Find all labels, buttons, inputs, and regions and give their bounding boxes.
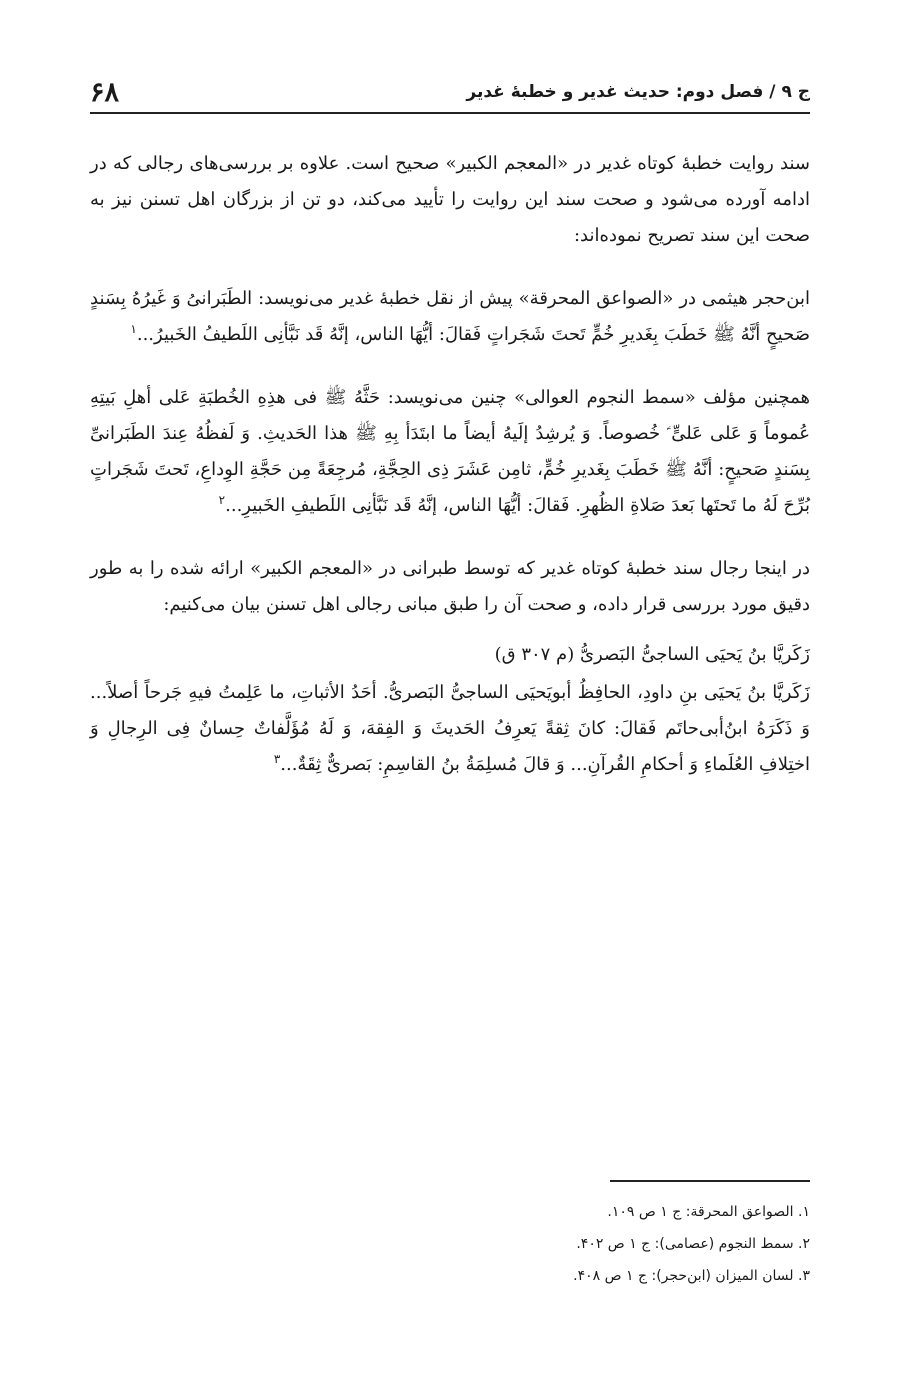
running-title: ج ۹ / فصل دوم: حدیث غدیر و خطبهٔ غدیر [466, 82, 810, 102]
paragraph-ibn-hajar-quote: ابن‌حجر هیثمی در «الصواعق المحرقة» پیش از نقل خطبهٔ غدیر می‌نویسد: الطَبَرانیُ وَ غَیرُهُ بِسَندٍ صَحیحٍ أنَّهُ ﷺ خَطَبَ بِغَدیرِ خُمٍّ تَحتَ شَجَراتٍ فَقالَ: أیُّهَا الناس، إنَّهُ قَد نَبَّأنِی اللَطیفُ الخَبیرُ...$^۱$ [90, 288, 810, 345]
narrator-heading: زَکَریَّا بنُ یَحیَی الساجیُّ البَصریُّ (م ۳۰۷ ق) [494, 644, 810, 665]
footnote-3: ۳. لسان المیزان (ابن‌حجر): ج ۱ ص ۴۰۸. [573, 1268, 810, 1284]
paragraph-narrator-biography: زَکَریَّا بنُ یَحیَی بنِ داودِ، الحافِظُ أبویَحیَی الساجیُّ البَصریُّ. أحَدُ الأثباتِ، ما عَلِمتُ فیهِ جَرحاً أصلاً... وَ ذَکَرَهُ ابنُ‌أبی‌حاتَم فَقالَ: کانَ ثِقةً یَعرِفُ الحَدیثَ وَ الفِقهَ، وَ لَهُ مُؤَلَّفاتٌ حِسانٌ فِی الرِجالِ وَ اختِلافِ العُلَماءِ وَ أحکامِ القُرآنِ... وَ قالَ مُسلِمَةُ بنُ القاسِمِ: بَصریٌّ ثِقَةٌ...$^۳$ [90, 682, 810, 775]
footnote-1: ۱. الصواعق المحرقة: ج ۱ ص ۱۰۹. [607, 1204, 810, 1220]
footnote-marker-3[interactable]: ۳ [273, 752, 281, 766]
book-page [90, 0, 810, 1390]
footnote-2: ۲. سمط النجوم (عصامی): ج ۱ ص ۴۰۲. [576, 1236, 810, 1252]
footnote-marker-2[interactable]: ۲ [218, 493, 226, 507]
footnotes-section [90, 1180, 810, 1292]
footnote-marker-1[interactable]: ۱ [130, 322, 137, 336]
page-body [90, 146, 810, 810]
footnote-divider [610, 1180, 810, 1182]
paragraph-sanad-intro: سند روایت خطبهٔ کوتاه غدیر در «المعجم الکبیر» صحیح است. علاوه بر بررسی‌های رجالی که در ادامه آورده می‌شود و صحت سند این روایت را تأیید می‌کند، دو تن از بزرگان اهل تسنن نیز به صحت این سند تصریح نموده‌اند: [90, 153, 810, 246]
page-header [90, 72, 810, 114]
paragraph-samt-al-nujum-quote: همچنین مؤلف «سمط النجوم العوالی» چنین می‌نویسد: حَثَّهُ ﷺ فی هذِهِ الخُطبَةِ عَلی أهلِ بَیتِهِ عُموماً وَ عَلی عَلیٍّ ؑ خُصوصاً. وَ یُرشِدُ إلَیهُ أیضاً ما ابتَدَأ بِهِ ﷺ هذا الحَدیثِ. وَ لَفظُهُ عِندَ الطَبَرانیِّ بِسَندٍ صَحیحٍ: أنَّهُ ﷺ خَطَبَ بِغَدیرِ خُمٍّ، ثامِن عَشَرَ ذِی الحِجَّةِ، مُرجِعَةً مِن حَجَّةِ الوِداعِ، تَحتَ شَجَراتٍ بُرِّحَ لَهُ ما تَحتَها بَعدَ صَلاةِ الظُهرِ. فَقالَ: أیُّهَا الناس، إنَّهُ قَد نَبَّأنِی اللَطیفِ الخَبیرِ...$^۲$ [90, 387, 810, 516]
page-number: ۶۸ [90, 76, 120, 108]
paragraph-rijal-review-intro: در اینجا رجال سند خطبهٔ کوتاه غدیر که توسط طبرانی در «المعجم الکبیر» ارائه شده را به طور دقیق مورد بررسی قرار داده، و صحت آن را طبق مبانی رجالی اهل تسنن بیان می‌کنیم: [90, 558, 810, 615]
